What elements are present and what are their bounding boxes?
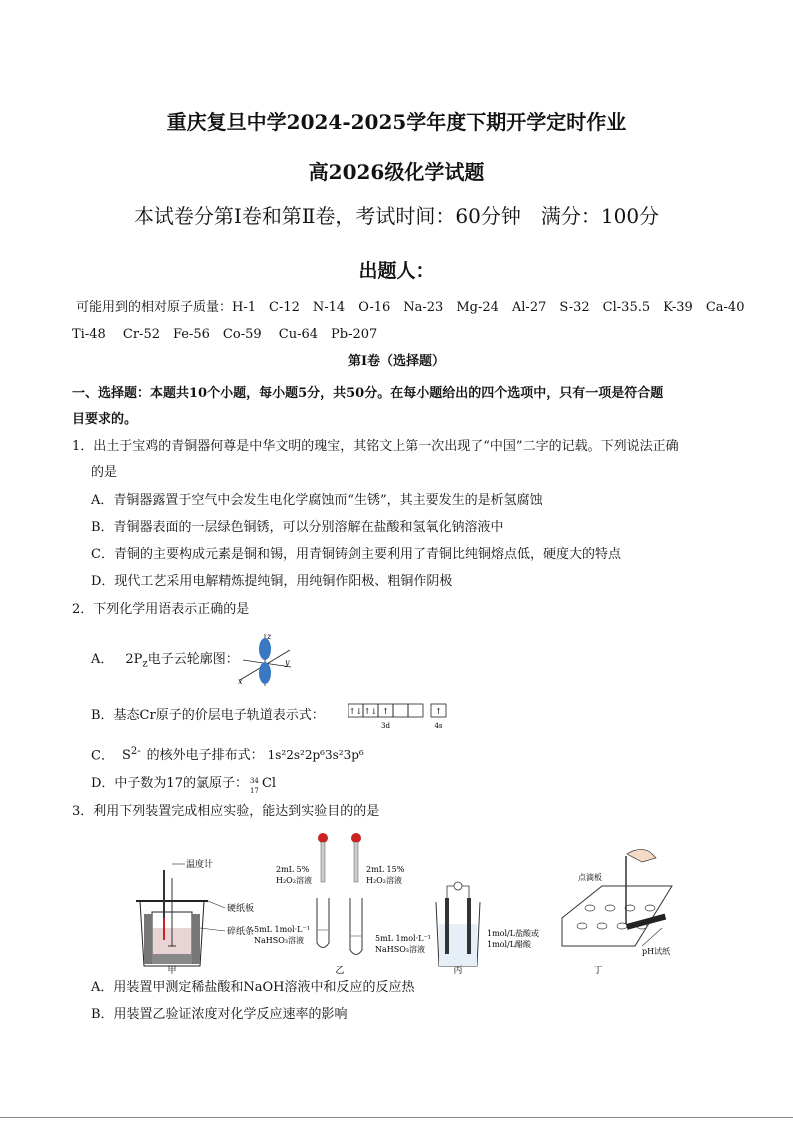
yi-right-top: 2mL 15% bbox=[366, 865, 405, 874]
q1-stem-line2: 的是 bbox=[91, 465, 118, 480]
yi-left-bottom: 5mL 1mol·L⁻¹ bbox=[254, 925, 310, 934]
apparatus-yi bbox=[254, 833, 431, 974]
spot-well bbox=[645, 905, 655, 911]
ding-paper: pH试纸 bbox=[642, 947, 671, 956]
yi-right-bottom: 5mL 1mol·L⁻¹ bbox=[375, 934, 431, 943]
dropper-right bbox=[354, 842, 358, 882]
q2-a-orbital: 2P bbox=[125, 652, 143, 667]
author-label: 出题人： bbox=[358, 260, 435, 282]
q1-option-c: C．青铜的主要构成元素是铜和锡，用青铜铸剑主要利用了青铜比纯铜熔点低，硬度大的特点 bbox=[91, 547, 621, 562]
3d-box-5 bbox=[408, 704, 423, 717]
paper-scraps-right bbox=[192, 914, 200, 964]
q2-option-b: B．基态Cr原子的价层电子轨道表示式： bbox=[91, 708, 325, 723]
spot-well bbox=[605, 905, 615, 911]
thermometer-label: 温度计 bbox=[186, 860, 214, 870]
jia-label: 甲 bbox=[167, 966, 177, 974]
yi-right-top2: H₂O₂溶液 bbox=[366, 876, 402, 885]
orbital-lobe-upper bbox=[259, 638, 271, 660]
q2-d-text: D．中子数为17的氯原子： bbox=[91, 776, 248, 791]
q3-apparatus-figure bbox=[130, 828, 690, 974]
yi-right-bottom2: NaHSO₃溶液 bbox=[375, 945, 425, 954]
q1-option-a: A．青铜器露置于空气中会发生电化学腐蚀而“生锈”，其主要发生的是析氢腐蚀 bbox=[91, 493, 543, 508]
spot-well bbox=[585, 905, 595, 911]
page-bottom-rule bbox=[0, 1117, 793, 1118]
q2-d-symbol: Cl bbox=[261, 776, 277, 791]
yi-label: 乙 bbox=[335, 966, 345, 974]
section1-title: 第Ⅰ卷（选择题） bbox=[347, 354, 446, 369]
q1-option-d: D．现代工艺采用电解精炼提纯铜，用纯铜作阳极、粗铜作阴极 bbox=[91, 574, 453, 589]
paper-scraps-left bbox=[144, 914, 152, 964]
spot-well bbox=[597, 923, 607, 929]
q3-stem: 3．利用下列装置完成相应实验，能达到实验目的的是 bbox=[72, 804, 380, 819]
q2-c-charge: 2- bbox=[130, 746, 141, 757]
bing-solution bbox=[439, 924, 477, 966]
exam-subtitle: 高2026级化学试题 bbox=[308, 160, 485, 184]
leader-board bbox=[208, 901, 225, 908]
section1-instr-line2: 目要求的。 bbox=[72, 412, 138, 427]
q2-c-config: 1s²2s²2p⁶3s²3p⁶ bbox=[267, 748, 364, 763]
bulb bbox=[454, 882, 462, 890]
spot-plate bbox=[562, 886, 672, 946]
q2-option-c bbox=[91, 743, 364, 765]
q2-d-mass: 34 bbox=[249, 777, 259, 785]
exam-title: 重庆复旦中学2024-2025学年度下期开学定时作业 bbox=[166, 110, 627, 134]
q2-d-number: 17 bbox=[249, 787, 259, 795]
test-tube-right bbox=[350, 898, 362, 955]
q2-option-a bbox=[91, 651, 239, 674]
ding-label: 丁 bbox=[593, 966, 603, 974]
paper-scraps-bottom bbox=[152, 954, 192, 964]
yi-left-top2: H₂O₂溶液 bbox=[276, 876, 312, 885]
apparatus-jia bbox=[136, 858, 254, 974]
spot-well bbox=[577, 923, 587, 929]
bing-sol2: 1mol/L醋酸 bbox=[487, 940, 532, 949]
q2-c-ion: S bbox=[121, 748, 131, 764]
q2-a-prefix: A． bbox=[91, 652, 114, 667]
z-axis-label: z bbox=[267, 632, 272, 641]
q2-a-text: 电子云轮廓图： bbox=[147, 652, 239, 667]
bing-label: 丙 bbox=[453, 966, 463, 974]
3d-box-2-arrows: ↑↓ bbox=[363, 707, 378, 716]
atomic-masses-line2: Ti-48 Cr-52 Fe-56 Co-59 Cu-64 Pb-207 bbox=[72, 327, 378, 342]
test-tube-left bbox=[317, 898, 329, 948]
q2-stem: 2．下列化学用语表示正确的是 bbox=[72, 602, 250, 617]
4s-label: 4s bbox=[434, 722, 443, 730]
3d-box-1-arrows: ↑↓ bbox=[348, 707, 363, 716]
electrode-right bbox=[467, 898, 471, 954]
q1-stem-line1: 1．出土于宝鸡的青铜器何尊是中华文明的瑰宝，其铭文上第一次出现了“中国”二字的记载。下列说法正确 bbox=[72, 439, 679, 454]
dropper-bulb-right bbox=[351, 833, 361, 843]
orbital-lobe-lower bbox=[259, 662, 271, 684]
bing-sol1: 1mol/L盐酸或 bbox=[487, 929, 540, 938]
scraps-label: 碎纸条 bbox=[227, 927, 255, 937]
x-axis-label: x bbox=[238, 677, 243, 686]
yi-left-bottom2: NaHSO₃溶液 bbox=[254, 936, 304, 945]
exam-info: 本试卷分第Ⅰ卷和第Ⅱ卷，考试时间：60分钟 满分：100分 bbox=[133, 204, 660, 228]
y-axis-label: y bbox=[285, 658, 290, 667]
board-label: 硬纸板 bbox=[227, 904, 255, 914]
electrode-left bbox=[445, 898, 449, 954]
q2-a-orbital-sub: z bbox=[142, 658, 148, 670]
3d-box-4 bbox=[393, 704, 408, 717]
3d-label: 3d bbox=[381, 722, 390, 730]
4s-box-arrow: ↑ bbox=[435, 707, 442, 716]
q3-option-b: B．用装置乙验证浓度对化学反应速率的影响 bbox=[91, 1007, 348, 1022]
dropper-left bbox=[321, 842, 325, 882]
apparatus-bing bbox=[436, 882, 539, 974]
yi-left-top: 2mL 5% bbox=[276, 865, 310, 874]
hand bbox=[627, 849, 656, 862]
q2-c-prefix: C． bbox=[91, 748, 114, 764]
pz-orbital-diagram bbox=[235, 630, 295, 688]
q1-option-b: B．青铜器表面的一层绿色铜锈，可以分别溶解在盐酸和氢氧化钠溶液中 bbox=[91, 520, 504, 535]
q3-option-a: A．用装置甲测定稀盐酸和NaOH溶液中和反应的反应热 bbox=[91, 980, 415, 995]
3d-box-3-arrows: ↑ bbox=[382, 707, 389, 716]
q2-c-text: 的核外电子排布式： bbox=[146, 748, 264, 764]
ding-plate: 点滴板 bbox=[578, 873, 602, 882]
apparatus-ding bbox=[562, 849, 672, 974]
dropper-bulb-left bbox=[318, 833, 328, 843]
leader-scraps bbox=[200, 928, 225, 931]
atomic-masses-line1: 可能用到的相对原子质量：H-1 C-12 N-14 O-16 Na-23 Mg-24 Al-27 S-32 Cl-35.5 K-39 Ca-40 bbox=[76, 300, 745, 315]
q2-option-d bbox=[91, 775, 276, 793]
section1-instr-line1: 一、选择题：本题共10个小题，每小题5分，共50分。在每小题给出的四个选项中，只有一项是符合题 bbox=[72, 386, 664, 401]
cr-orbital-diagram bbox=[348, 702, 448, 732]
